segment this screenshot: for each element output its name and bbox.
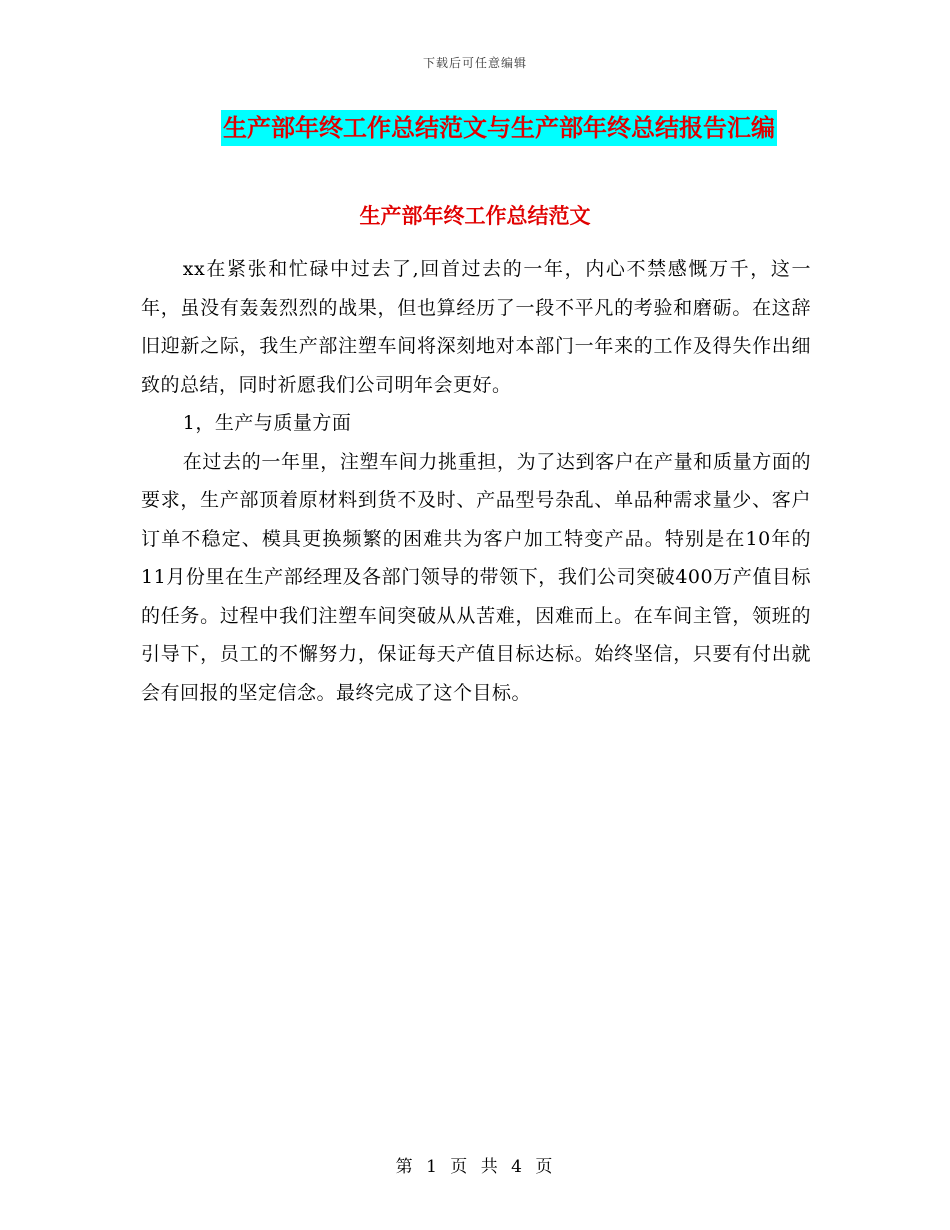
section-title: 生产部年终工作总结范文 (359, 203, 591, 228)
page-footer: 第 1 页 共 4 页 (395, 1157, 555, 1177)
header-note: 下载后可任意编辑 (422, 56, 527, 70)
main-title-container (0, 110, 950, 146)
paragraph-production-quality: 在过去的一年里，注塑车间力挑重担，为了达到客户在产量和质量方面的要求，生产部顶着原材料到货不及时、产品型号杂乱、单品种需求量少、客户订单不稳定、模具更换频繁的困难共为客户加工特变产品。特别是在10年的11月份里在生产部经理及各部门领导的带领下，我们公司突破400万产值目标的任务。过程中我们注塑车间突破从从苦难，因难而上。在车间主管，领班的引导下，员工的不懈努力，保证每天产值目标达标。始终坚信，只要有付出就会有回报的坚定信念。最终完成了这个目标。 (141, 450, 811, 704)
body-text (141, 250, 811, 712)
paragraph-heading-production-quality: 1，生产与质量方面 (182, 412, 352, 434)
main-title: 生产部年终工作总结范文与生产部年终总结报告汇编 (221, 110, 777, 146)
paragraph-intro: xx在紧张和忙碌中过去了,回首过去的一年，内心不禁感慨万千，这一年，虽没有轰轰烈烈的战果，但也算经历了一段不平凡的考验和磨砺。在这辞旧迎新之际，我生产部注塑车间将深刻地对本部门一年来的工作及得失作出细致的总结，同时祈愿我们公司明年会更好。 (141, 258, 811, 396)
